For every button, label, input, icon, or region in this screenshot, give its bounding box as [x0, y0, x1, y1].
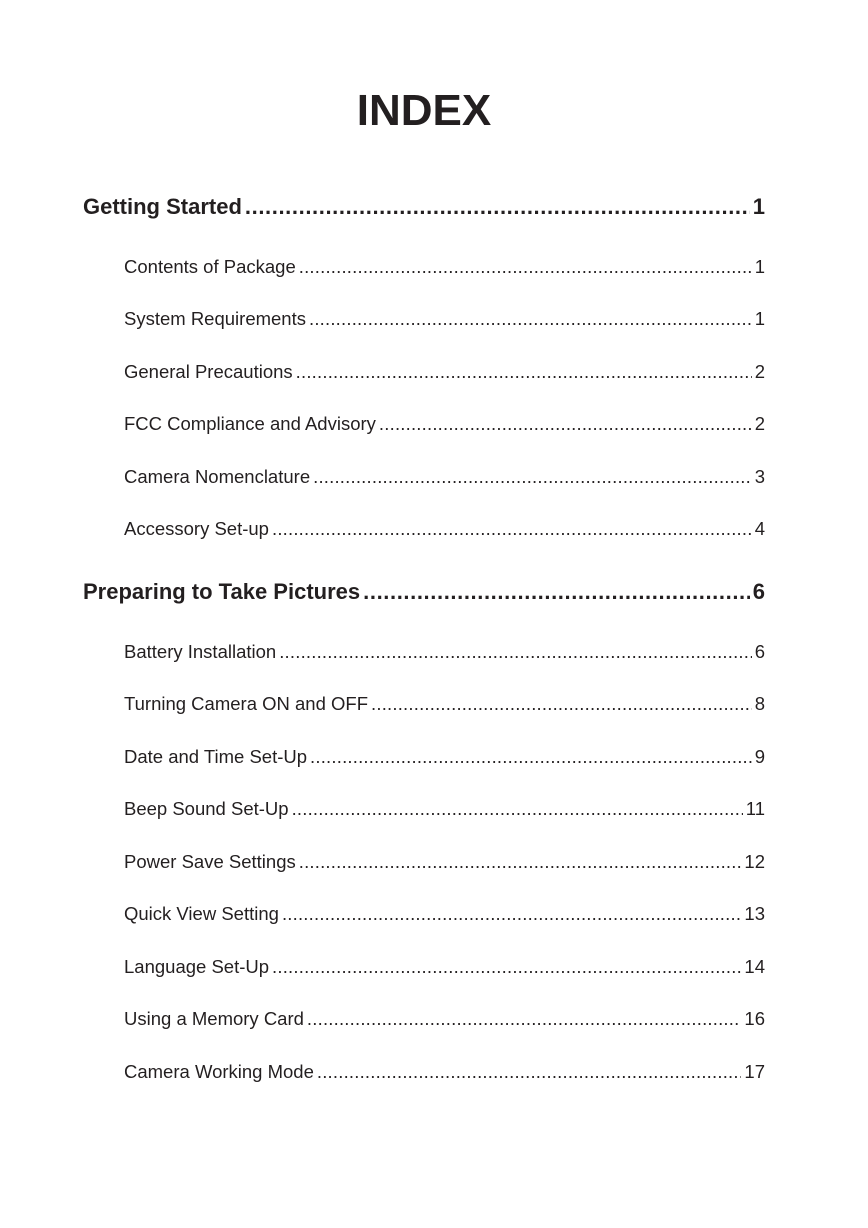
toc-entry-label: Camera Nomenclature [124, 466, 311, 487]
dot-leader [363, 578, 750, 606]
toc-page-number: 6 [754, 641, 765, 662]
toc-entry-label: System Requirements [124, 308, 306, 329]
dot-leader [279, 640, 752, 664]
toc-entry[interactable] [124, 1060, 765, 1084]
toc-entry[interactable] [124, 360, 765, 384]
dot-leader [299, 255, 752, 279]
toc-entry[interactable] [124, 255, 765, 279]
dot-leader [313, 465, 752, 489]
dot-leader [379, 412, 752, 436]
toc-section-getting-started[interactable] [83, 193, 765, 221]
dot-leader [317, 1060, 742, 1084]
dot-leader [307, 1007, 742, 1031]
toc-entry-label: Camera Working Mode [124, 1061, 314, 1082]
toc-entry[interactable] [124, 745, 765, 769]
toc-page-number: 1 [754, 256, 765, 277]
toc-page-number: 6 [752, 579, 765, 604]
toc-entry-label: Using a Memory Card [124, 1008, 304, 1029]
toc-entry[interactable] [124, 307, 765, 331]
toc-entry[interactable] [124, 465, 765, 489]
toc-entry[interactable] [124, 797, 765, 821]
dot-leader [309, 307, 752, 331]
toc-entry[interactable] [124, 1007, 765, 1031]
dot-leader [245, 193, 750, 221]
toc-page-number: 2 [754, 361, 765, 382]
toc-entry-label: General Precautions [124, 361, 293, 382]
toc-page-number: 9 [754, 746, 765, 767]
toc-section-preparing-to-take-pictures[interactable] [83, 578, 765, 606]
dot-leader [292, 797, 743, 821]
toc-entry-label: Contents of Package [124, 256, 296, 277]
toc-page-number: 12 [744, 851, 765, 872]
toc-page-number: 1 [752, 194, 765, 219]
toc-entry[interactable] [124, 850, 765, 874]
toc-page-number: 11 [745, 798, 765, 819]
toc-page-number: 16 [744, 1008, 765, 1029]
dot-leader [299, 850, 742, 874]
toc-page-number: 4 [754, 518, 765, 539]
toc-page-number: 8 [754, 693, 765, 714]
toc-entry-label: Date and Time Set-Up [124, 746, 308, 767]
toc-entry[interactable] [124, 640, 765, 664]
toc-page-number: 13 [744, 903, 765, 924]
dot-leader [371, 692, 752, 716]
toc-section-label: Getting Started [83, 194, 242, 219]
toc-entry[interactable] [124, 692, 765, 716]
toc-entry-label: Power Save Settings [124, 851, 296, 872]
dot-leader [310, 745, 752, 769]
toc-page-number: 17 [744, 1061, 765, 1082]
dot-leader [272, 517, 752, 541]
toc-page-number: 1 [754, 308, 765, 329]
toc-entry-label: Language Set-Up [124, 956, 270, 977]
dot-leader [296, 360, 752, 384]
toc-section-label: Preparing to Take Pictures [83, 579, 361, 604]
toc-entry[interactable] [124, 517, 765, 541]
toc-entry-label: Battery Installation [124, 641, 277, 662]
toc-entry-label: FCC Compliance and Advisory [124, 413, 376, 434]
page-title: INDEX [356, 86, 492, 135]
toc-entry[interactable] [124, 955, 765, 979]
toc-page-number: 3 [754, 466, 765, 487]
toc-entry-label: Beep Sound Set-Up [124, 798, 289, 819]
toc-entry[interactable] [124, 412, 765, 436]
dot-leader [272, 955, 741, 979]
dot-leader [282, 902, 741, 926]
toc-entry-label: Turning Camera ON and OFF [124, 693, 369, 714]
toc-entry[interactable] [124, 902, 765, 926]
toc-entry-label: Accessory Set-up [124, 518, 269, 539]
toc-page-number: 2 [754, 413, 765, 434]
toc-page-number: 14 [744, 956, 765, 977]
toc-entry-label: Quick View Setting [124, 903, 279, 924]
